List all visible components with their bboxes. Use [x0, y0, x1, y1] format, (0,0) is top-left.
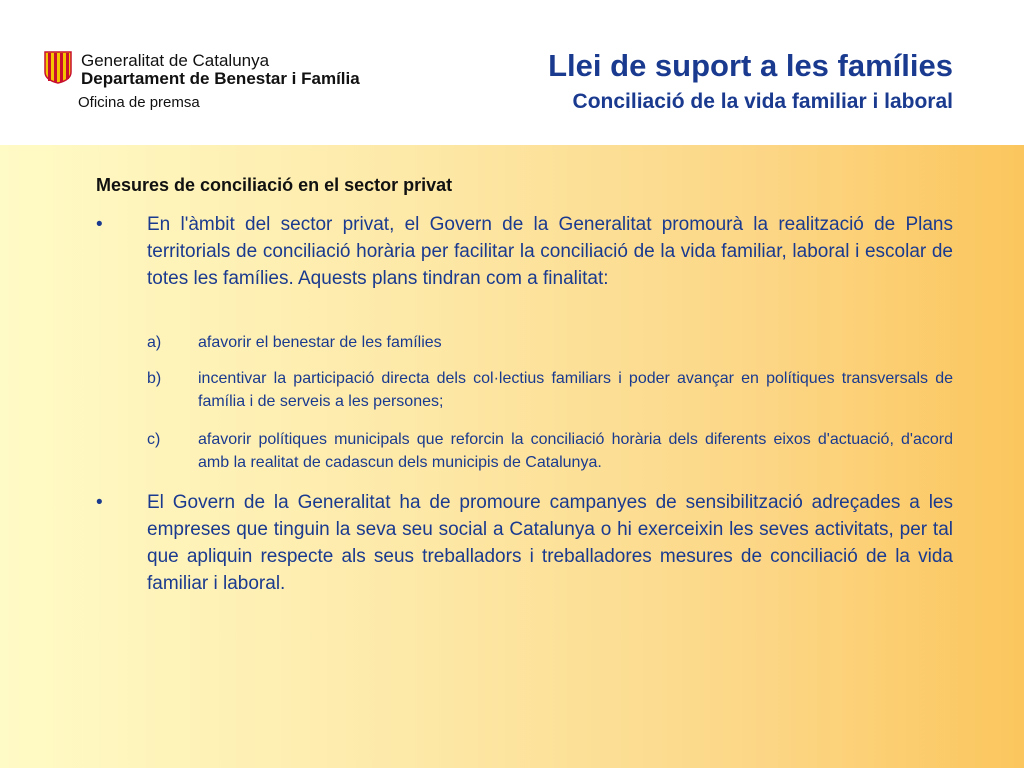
slide-subtitle: Conciliació de la vida familiar i laboral: [572, 90, 953, 113]
sub-item-marker-c: c): [147, 431, 161, 448]
bullet-paragraph-2: El Govern de la Generalitat ha de promoure campanyes de sensibilització adreçades a les empreses que tinguin la seva seu social a Catalunya o hi exerceixin les seves activitats, per tal que apliquin respecte als seus treballadors i treballadores mesures de conciliació de la vida familiar i laboral.: [147, 492, 953, 594]
sub-item-text-a: afavorir el benestar de les famílies: [198, 334, 442, 351]
slide-header: [0, 0, 1024, 145]
generalitat-logo-icon: [43, 50, 73, 84]
sub-item-text-c: afavorir polítiques municipals que reforcin la conciliació horària dels diferents eixos d'actuació, d'acord amb la realitat de cadascun dels municipis de Catalunya.: [198, 431, 953, 471]
sub-item-text-b: incentivar la participació directa dels col·lectius familiars i poder avançar en polítiques transversals de família i de serveis a les persones;: [198, 370, 953, 410]
department-name: Departament de Benestar i Família: [81, 69, 360, 88]
press-office-label: Oficina de premsa: [78, 94, 200, 111]
bullet-paragraph-1: En l'àmbit del sector privat, el Govern de la Generalitat promourà la realització de Plans territorials de conciliació horària per facilitar la conciliació de la vida familiar, laboral i escolar de totes les famílies. Aquests plans tindran com a finalitat:: [147, 214, 953, 289]
slide-title: Llei de suport a les famílies: [548, 48, 953, 83]
sub-item-marker-a: a): [147, 334, 162, 351]
section-heading: Mesures de conciliació en el sector privat: [96, 175, 453, 195]
bullet-marker: •: [96, 492, 103, 513]
bullet-marker: •: [96, 214, 103, 235]
org-name: Generalitat de Catalunya: [81, 51, 270, 70]
sub-item-marker-b: b): [147, 370, 162, 387]
